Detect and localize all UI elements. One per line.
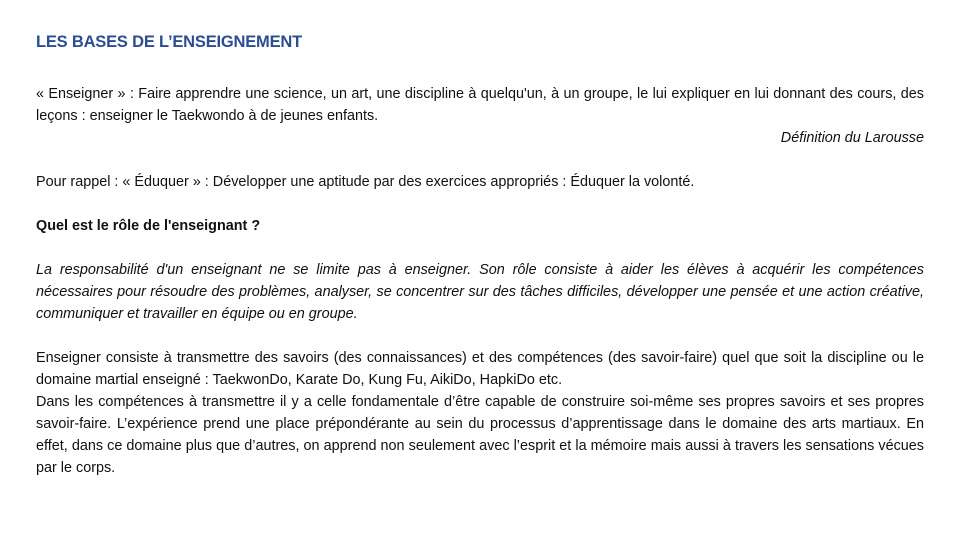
question-heading: Quel est le rôle de l'enseignant ? (36, 218, 261, 234)
slide-title: LES BASES DE L’ENSEIGNEMENT (36, 33, 302, 51)
slide-body (36, 83, 924, 479)
reminder-text: Pour rappel : « Éduquer » : Développer une aptitude par des exercices appropriés : Éduquer la volonté. (36, 174, 695, 190)
spacer (36, 193, 924, 215)
role-paragraph: La responsabilité d'un enseignant ne se limite pas à enseigner. Son rôle consiste à aider les élèves à acquérir les compétences nécessaires pour résoudre des problèmes, analyser, se concentrer sur des tâches difficiles, développer une pensée et une action créative, communiquer et travailler en équipe ou en groupe. (36, 262, 924, 322)
definition-text: « Enseigner » : Faire apprendre une science, un art, une discipline à quelqu'un, à un groupe, le lui expliquer en lui donnant des cours, des leçons : enseigner le Taekwondo à de jeunes enfants. (36, 86, 924, 124)
definition-source: Définition du Larousse (780, 130, 924, 146)
spacer (36, 325, 924, 347)
spacer (36, 237, 924, 259)
skills-paragraph: Dans les compétences à transmettre il y a celle fondamentale d’être capable de construire soi-même ses propres savoirs et ses propres savoir-faire. L’expérience prend une place prépondérante au sein du processus d’apprentissage dans le domaine des arts martiaux. En effet, dans ce domaine plus que d’autres, on apprend non seulement avec l’esprit et la mémoire mais aussi à travers les sensations vécues par le corps. (36, 394, 924, 476)
spacer (36, 149, 924, 171)
teaching-paragraph: Enseigner consiste à transmettre des savoirs (des connaissances) et des compétences (des savoir-faire) quel que soit la discipline ou le domaine martial enseigné : TaekwonDo, Karate Do, Kung Fu, AikiDo, HapkiDo etc. (36, 350, 924, 388)
